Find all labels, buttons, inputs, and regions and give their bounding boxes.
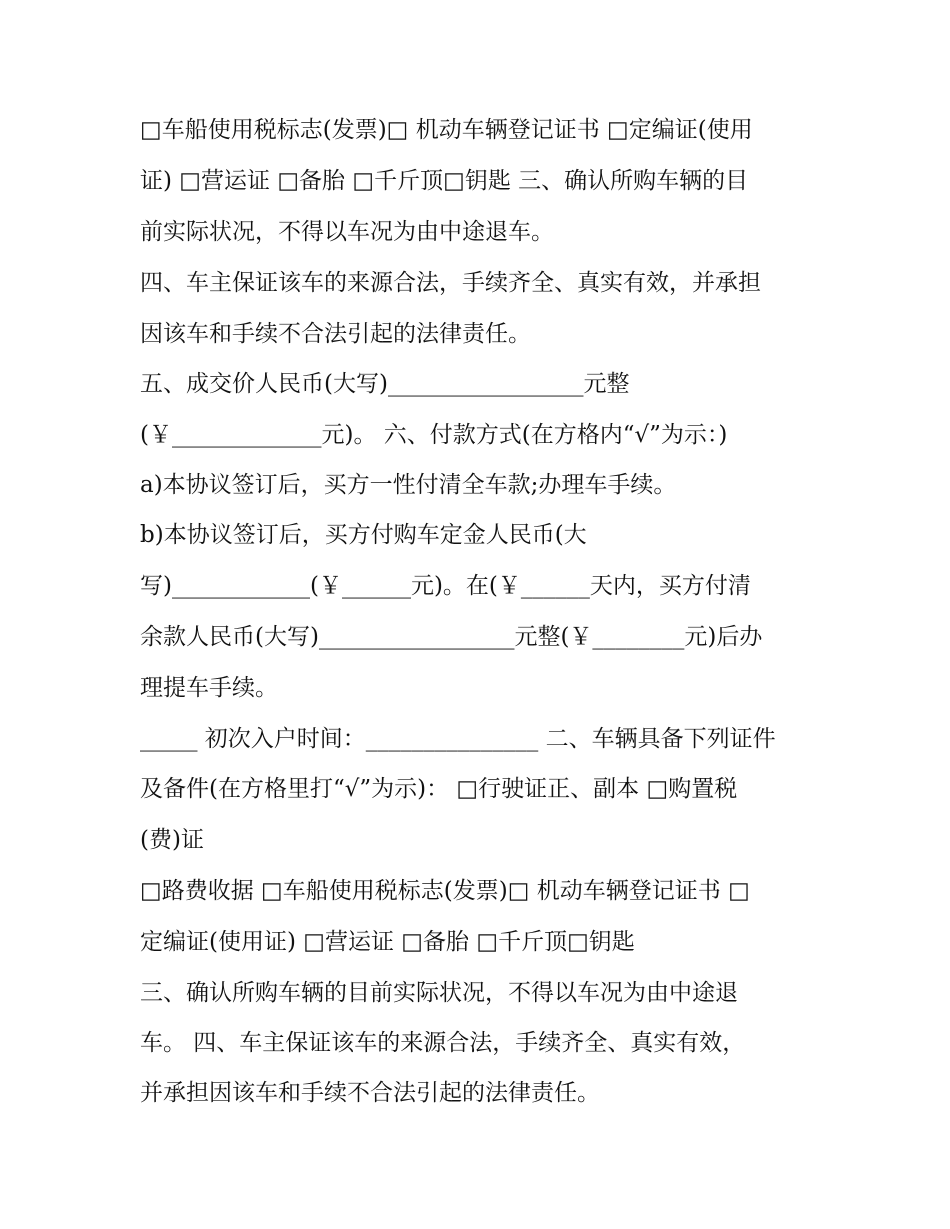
text-line-8: a)本协议签订后，买方一性付清全车款;办理车手续。 bbox=[140, 472, 677, 498]
text-line-12: 理提车手续。 bbox=[140, 675, 278, 701]
text-line-20: 并承担因该车和手续不合法引起的法律责任。 bbox=[140, 1080, 600, 1106]
text-line-6: 五、成交价人民币(大写)_________________元整 bbox=[140, 371, 630, 397]
text-line-4: 四、车主保证该车的来源合法，手续齐全、真实有效，并承担 bbox=[140, 270, 761, 296]
text-line-13: _____ 初次入户时间：_______________ 二、车辆具备下列证件 bbox=[140, 726, 776, 752]
text-line-16: □路费收据 □车船使用税标志(发票)□ 机动车辆登记证书 □ bbox=[140, 878, 750, 904]
text-line-17: 定编证(使用证) □营运证 □备胎 □千斤顶□钥匙 bbox=[140, 929, 635, 955]
text-line-9: b)本协议签订后，买方付购车定金人民币(大 bbox=[140, 522, 587, 548]
text-line-18: 三、确认所购车辆的目前实际状况，不得以车况为由中途退 bbox=[140, 980, 738, 1006]
text-line-1: □车船使用税标志(发票)□ 机动车辆登记证书 □定编证(使用 bbox=[140, 117, 753, 143]
text-line-11: 余款人民币(大写)_________________元整(￥________元)后办 bbox=[140, 624, 763, 650]
text-line-3: 前实际状况，不得以车况为由中途退车。 bbox=[140, 219, 554, 245]
text-line-19: 车。 四、车主保证该车的来源合法，手续齐全、真实有效， bbox=[140, 1030, 746, 1056]
text-line-5: 因该车和手续不合法引起的法律责任。 bbox=[140, 321, 531, 347]
text-line-10: 写)____________(￥______元)。在(￥______天内，买方付清 bbox=[140, 573, 751, 599]
text-line-7: (￥_____________元)。 六、付款方式(在方格内“√”为示：) bbox=[140, 422, 728, 448]
text-line-2: 证) □营运证 □备胎 □千斤顶□钥匙 三、确认所购车辆的目 bbox=[140, 168, 749, 194]
text-line-14: 及备件(在方格里打“√”为示)： □行驶证正、副本 □购置税 bbox=[140, 776, 738, 802]
text-line-15: (费)证 bbox=[140, 827, 204, 853]
